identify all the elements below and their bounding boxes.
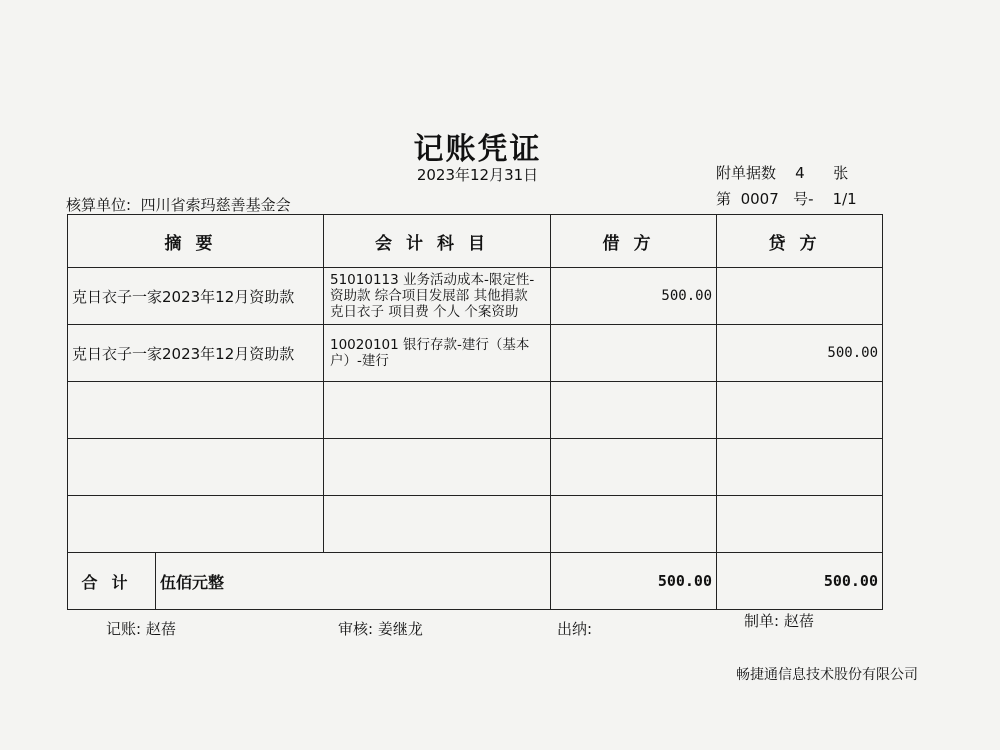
bookkeeper-name: 赵蓓 [145, 620, 176, 638]
voucher-number: 0007 [740, 190, 779, 208]
software-company: 畅捷通信息技术股份有限公司 [736, 667, 918, 683]
table-row-empty [68, 496, 883, 553]
preparer-label: 制单: [744, 612, 780, 630]
cashier-signature [557, 618, 597, 639]
row-account: 10020101 银行存款-建行（基本户）-建行 [324, 325, 551, 382]
number-prefix: 第 [716, 190, 732, 208]
number-suffix: 号- [793, 190, 814, 208]
empty-cell [551, 496, 717, 553]
total-amount-words: 伍佰元整 [156, 553, 551, 610]
preparer-signature [744, 610, 814, 631]
row-debit [551, 325, 717, 382]
row-account: 51010113 业务活动成本-限定性-资助款 综合项目发展部 其他捐款 克日衣子 项目费 个人 个案资助 [324, 268, 551, 325]
empty-cell [324, 496, 551, 553]
org-line [66, 194, 291, 215]
table-row-empty [68, 382, 883, 439]
empty-cell [68, 382, 324, 439]
attachments-label: 附单据数 [716, 164, 777, 182]
voucher-table [67, 214, 883, 610]
header-account: 会计科目 [324, 215, 551, 268]
attachments-count: 4 [795, 164, 805, 182]
row-credit [717, 268, 883, 325]
table-row-empty [68, 439, 883, 496]
cashier-label: 出纳: [557, 620, 593, 638]
row-summary: 克日衣子一家2023年12月资助款 [68, 268, 324, 325]
page-number: 1/1 [832, 190, 857, 208]
preparer-name: 赵蓓 [783, 612, 814, 630]
row-credit: 500.00 [717, 325, 883, 382]
reviewer-signature [338, 618, 423, 639]
voucher-number-info [716, 188, 857, 209]
empty-cell [68, 496, 324, 553]
empty-cell [324, 439, 551, 496]
bookkeeper-label: 记账: [106, 620, 142, 638]
voucher-title: 记账凭证 [413, 132, 542, 167]
table-row [68, 268, 883, 325]
header-debit: 借方 [551, 215, 717, 268]
table-row [68, 325, 883, 382]
attachments-unit: 张 [833, 164, 849, 182]
total-label: 合计 [68, 553, 156, 610]
empty-cell [551, 439, 717, 496]
table-header-row [68, 215, 883, 268]
org-name: 四川省索玛慈善基金会 [140, 196, 291, 214]
reviewer-label: 审核: [338, 620, 374, 638]
row-summary: 克日衣子一家2023年12月资助款 [68, 325, 324, 382]
total-row [68, 553, 883, 610]
header-summary: 摘要 [68, 215, 324, 268]
voucher-date: 2023年12月31日 [416, 166, 539, 184]
org-label: 核算单位: [66, 196, 132, 214]
attachments-info [716, 162, 848, 183]
reviewer-name: 姜继龙 [377, 620, 423, 638]
total-credit: 500.00 [717, 553, 883, 610]
row-debit: 500.00 [551, 268, 717, 325]
empty-cell [551, 382, 717, 439]
empty-cell [717, 439, 883, 496]
empty-cell [717, 382, 883, 439]
total-debit: 500.00 [551, 553, 717, 610]
header-credit: 贷方 [717, 215, 883, 268]
empty-cell [324, 382, 551, 439]
empty-cell [68, 439, 324, 496]
empty-cell [717, 496, 883, 553]
bookkeeper-signature [106, 618, 176, 639]
